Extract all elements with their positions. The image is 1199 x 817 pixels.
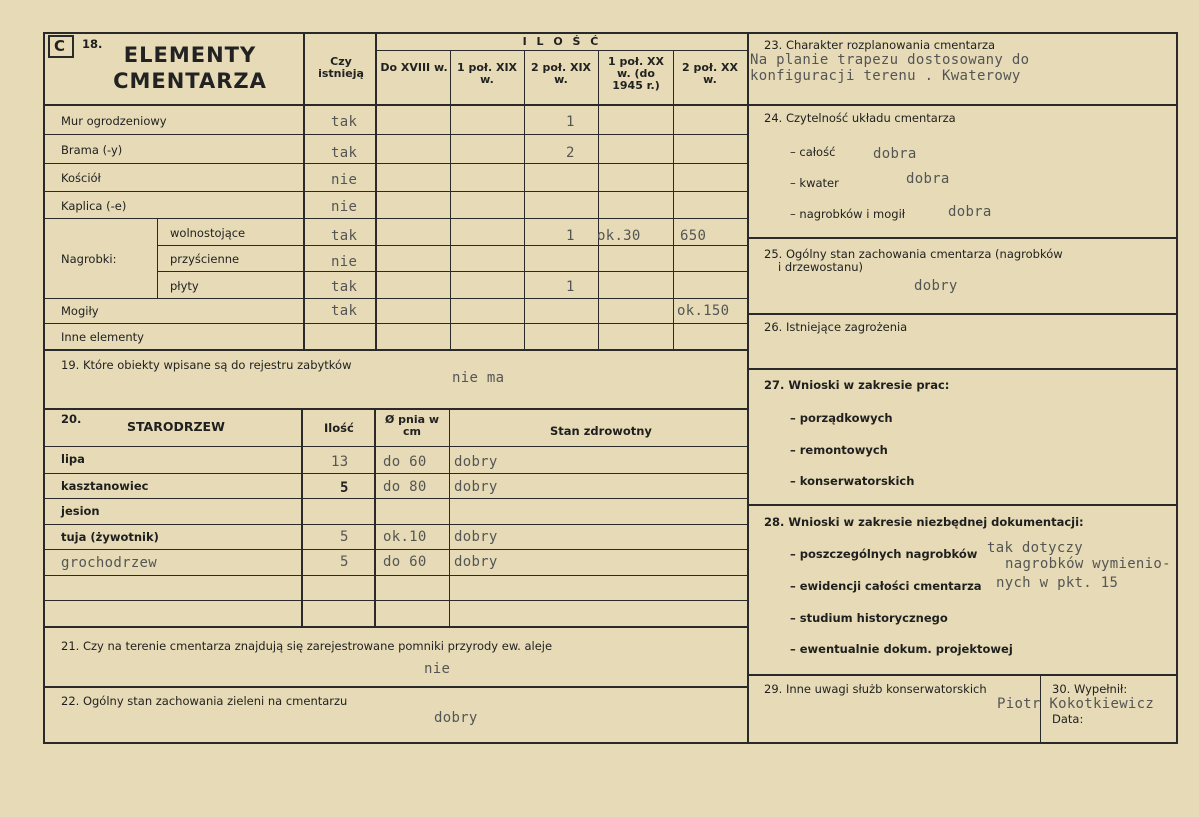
period-header: 1 poł. XX w. (do 1945 r.) — [608, 55, 664, 92]
s22-value: dobry — [434, 710, 478, 726]
tree-name: jesion — [61, 504, 100, 518]
s24-label: 24. Czytelność układu cmentarza — [764, 111, 956, 125]
s30-label: 30. Wypełnił: — [1052, 682, 1128, 696]
s20-number: 20. — [61, 412, 82, 426]
s28-item: – ewidencji całości cmentarza — [790, 579, 982, 593]
s27-item: – remontowych — [790, 443, 888, 457]
s24-item-value: dobra — [906, 171, 950, 187]
element-label: płyty — [170, 279, 199, 293]
s27-label: 27. Wnioski w zakresie prac: — [764, 378, 950, 392]
s21-label: 21. Czy na terenie cmentarza znajdują się zarejestrowane pomniki przyrody ew. aleje — [61, 639, 553, 653]
s23-label: 23. Charakter rozplanowania cmentarza — [764, 38, 996, 52]
s24-item-value: dobra — [948, 204, 992, 220]
exists-value: tak — [331, 303, 358, 319]
element-label: Kościół — [61, 171, 101, 185]
s24-item-label: – całość — [790, 145, 836, 159]
tree-qty: 13 — [331, 454, 349, 470]
tree-health: dobry — [454, 554, 498, 570]
s18-title-line2: CMENTARZA — [113, 69, 267, 93]
exists-value: tak — [331, 114, 358, 130]
s28-typed: tak dotyczy — [987, 540, 1084, 556]
s20-col-health: Stan zdrowotny — [550, 424, 652, 438]
s20-col-diameter: Ø pnia w cm — [384, 413, 440, 438]
s23-line1: Na planie trapezu dostosowany do — [750, 52, 1030, 68]
s18-title-line1: ELEMENTY — [123, 43, 257, 67]
s24-item-label: – kwater — [790, 176, 839, 190]
tree-name: grochodrzew — [61, 555, 158, 571]
s27-item: – porządkowych — [790, 411, 893, 425]
element-label: przyścienne — [170, 252, 240, 266]
exists-value: nie — [331, 172, 358, 188]
quantity-value: 650 — [680, 228, 707, 244]
tree-qty: 5 — [340, 480, 349, 496]
tree-diameter: do 60 — [383, 454, 427, 470]
exists-value: nie — [331, 199, 358, 215]
s24-item-value: dobra — [873, 146, 917, 162]
tree-qty: 5 — [340, 554, 349, 570]
s23-line2: konfiguracji terenu . Kwaterowy — [750, 68, 1021, 84]
tree-diameter: ok.10 — [383, 529, 427, 545]
s19-value: nie ma — [452, 370, 505, 386]
tree-health: dobry — [454, 479, 498, 495]
s30-name: Piotr Kokotkiewicz — [997, 696, 1155, 712]
s26-label: 26. Istniejące zagrożenia — [764, 320, 908, 334]
col-exists-header: Czy istnieją — [318, 55, 364, 80]
element-label: Brama (-y) — [61, 143, 123, 157]
quantity-value: ok.30 — [597, 228, 641, 244]
tree-qty: 5 — [340, 529, 349, 545]
section-letter: C — [54, 37, 66, 55]
tree-health: dobry — [454, 454, 498, 470]
period-header: 1 poł. XIX w. — [456, 61, 518, 86]
element-label: Mogiły — [61, 304, 99, 318]
s24-item-label: – nagrobków i mogił — [790, 207, 906, 221]
s28-typed: nagrobków wymienio- — [1005, 556, 1171, 572]
element-label: Inne elementy — [61, 330, 144, 344]
exists-value: nie — [331, 254, 358, 270]
s28-item: – studium historycznego — [790, 611, 948, 625]
s29-label: 29. Inne uwagi służb konserwatorskich — [764, 682, 987, 696]
tree-diameter: do 80 — [383, 479, 427, 495]
s28-typed: nych w pkt. 15 — [996, 575, 1119, 591]
s20-col-qty: Ilość — [324, 421, 354, 435]
s28-label: 28. Wnioski w zakresie niezbędnej dokumentacji: — [764, 515, 1084, 529]
s25-label-cont: i drzewostanu) — [778, 260, 864, 274]
tree-name: tuja (żywotnik) — [61, 530, 159, 544]
tree-diameter: do 60 — [383, 554, 427, 570]
s30-date-label: Data: — [1052, 712, 1084, 726]
tree-name: kasztanowiec — [61, 479, 149, 493]
tree-health: dobry — [454, 529, 498, 545]
period-header: 2 poł. XIX w. — [530, 61, 592, 86]
quantity-value: ok.150 — [677, 303, 730, 319]
quantity-value: 2 — [566, 145, 575, 161]
quantity-value: 1 — [566, 114, 575, 130]
exists-value: tak — [331, 228, 358, 244]
element-label: Mur ogrodzeniowy — [61, 114, 167, 128]
tree-name: lipa — [61, 452, 85, 466]
s25-label: 25. Ogólny stan zachowania cmentarza (nagrobków — [764, 247, 1063, 261]
quantity-value: 1 — [566, 279, 575, 295]
s21-value: nie — [424, 661, 451, 677]
s18-number: 18. — [82, 37, 103, 51]
s28-item: – poszczególnych nagrobków — [790, 547, 978, 561]
s28-item: – ewentualnie dokum. projektowej — [790, 642, 1013, 656]
s22-label: 22. Ogólny stan zachowania zieleni na cmentarzu — [61, 694, 348, 708]
s19-label: 19. Które obiekty wpisane są do rejestru zabytków — [61, 358, 352, 372]
element-label: wolnostojące — [170, 226, 246, 240]
s27-item: – konserwatorskich — [790, 474, 915, 488]
period-header: 2 poł. XX w. — [682, 61, 738, 86]
exists-value: tak — [331, 279, 358, 295]
col-quantity-header: I L O Ś Ć — [522, 35, 602, 48]
element-label: Kaplica (-e) — [61, 199, 127, 213]
nagrobki-label: Nagrobki: — [61, 252, 117, 266]
period-header: Do XVIII w. — [380, 61, 448, 74]
exists-value: tak — [331, 145, 358, 161]
s25-value: dobry — [914, 278, 958, 294]
s20-title: STARODRZEW — [127, 419, 225, 434]
quantity-value: 1 — [566, 228, 575, 244]
